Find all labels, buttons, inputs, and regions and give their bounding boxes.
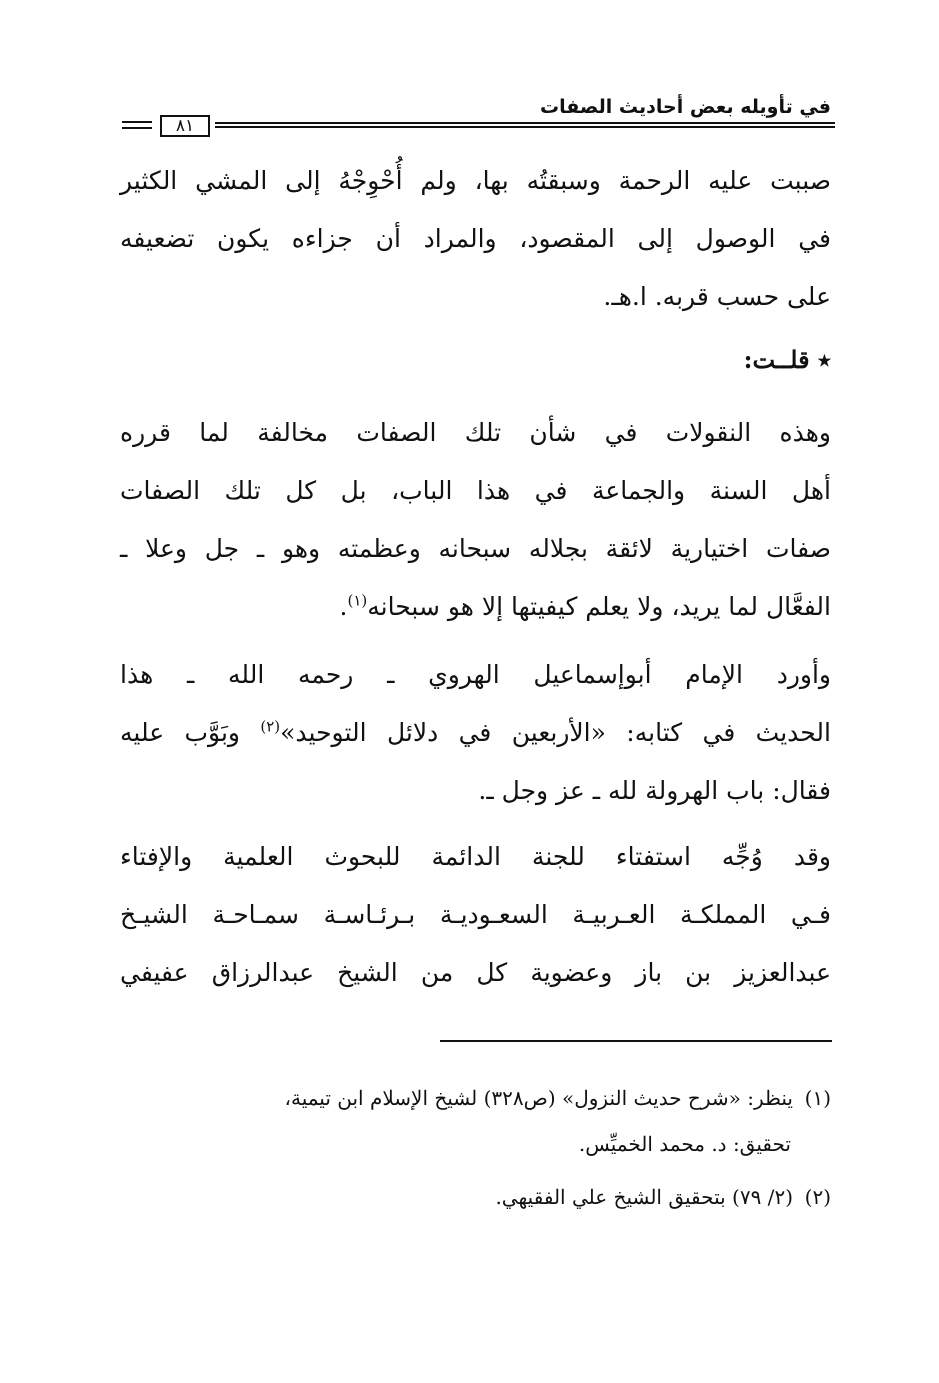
text-line: أهل السنة والجماعة في هذا الباب، بل كل تلك الصفات [120, 476, 831, 505]
text-fragment: . [339, 592, 348, 621]
text-fragment: الفعَّال لما يريد، ولا يعلم كيفيتها إلا هو سبحانه [367, 592, 831, 621]
text-line: وهذه النقولات في شأن تلك الصفات مخالفة لما قرره [120, 418, 831, 447]
text-fragment: الحديث في كتابه: «الأربعين في دلائل التوحيد» [280, 718, 831, 747]
footnote-marker[interactable]: (٢) [260, 717, 281, 736]
paragraph-1 [120, 166, 831, 326]
running-header-title: في تأويله بعض أحاديث الصفات [539, 96, 831, 118]
text-line: عبدالعزيز بن باز وعضوية كل من الشيخ عبدالرزاق عفيفي [120, 958, 831, 987]
text-line: فقال: باب الهرولة لله ـ عز وجل ـ. [478, 776, 831, 805]
text-line: فـي المملكـة العـربيـة السعـوديـة بـرئـاسـة سمـاحـة الشيـخ [120, 900, 831, 929]
text-line: وأورد الإمام أبوإسماعيل الهروي ـ رحمه الله ـ هذا [120, 660, 831, 689]
footnote-text: ينظر: «شرح حديث النزول» (ص٣٢٨) لشيخ الإسلام ابن تيمية، [284, 1086, 793, 1110]
text-line [120, 718, 831, 747]
text-line: في الوصول إلى المقصود، والمراد أن جزاءه يكون تضعيفه [120, 224, 831, 253]
text-line: صببت عليه الرحمة وسبقتُه بها، ولم أُحْوِجْهُ إلى المشي الكثير [120, 166, 831, 195]
footnote-text: (٢/ ٧٩) بتحقيق الشيخ علي الفقيهي. [495, 1185, 793, 1209]
footnote-2 [495, 1185, 831, 1209]
paragraph-2 [120, 418, 831, 648]
paragraph-3 [120, 660, 831, 830]
text-line: صفات اختيارية لائقة بجلاله سبحانه وعظمته وهو ـ جل وعلا ـ [120, 534, 831, 563]
text-fragment: وبَوَّب عليه [120, 718, 261, 747]
text-line [120, 592, 831, 621]
section-heading: ٭ قلــت: [743, 345, 831, 374]
header-rule-left [122, 121, 152, 129]
paragraph-4 [120, 842, 831, 1012]
footnote-separator [440, 1040, 832, 1042]
header-double-rule [215, 122, 835, 128]
footnote-1-continuation: تحقيق: د. محمد الخميِّس. [578, 1132, 791, 1156]
text-line: على حسب قربه. ا.هـ. [603, 282, 831, 311]
footnote-number: (٢) [804, 1185, 831, 1209]
page-number: ٨١ [160, 115, 210, 137]
footnote-1 [285, 1086, 831, 1110]
footnote-number: (١) [804, 1086, 831, 1110]
footnote-marker[interactable]: (١) [347, 591, 368, 610]
text-line: وقد وُجِّه استفتاء للجنة الدائمة للبحوث العلمية والإفتاء [120, 842, 831, 871]
